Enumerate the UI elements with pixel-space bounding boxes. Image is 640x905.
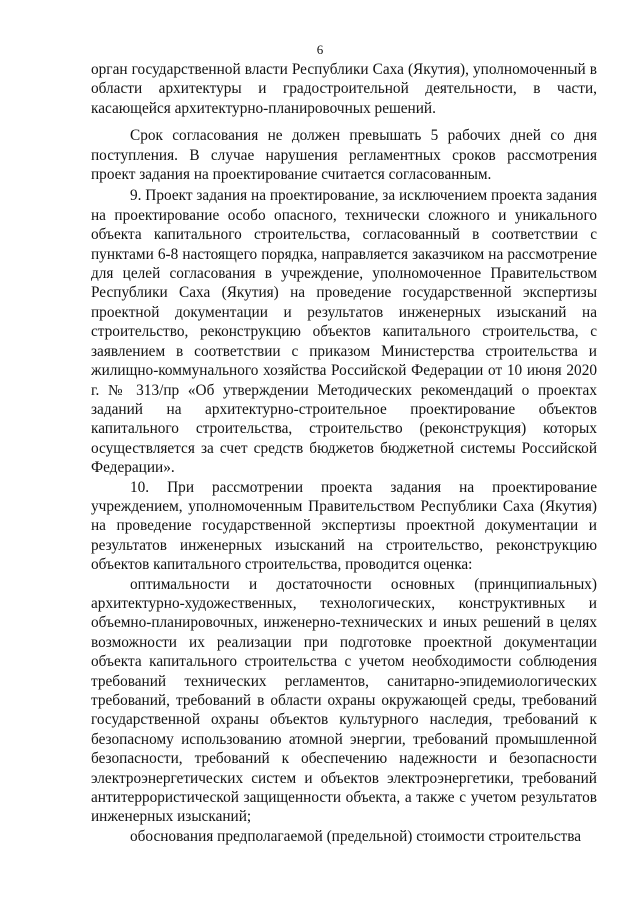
- paragraph-item-10: 10. При рассмотрении проекта задания на проектирование учреждением, уполномоченным Правительством Республики Саха (Якутия) на проведение государственной экспертизы проектной документации и результатов инженерных изысканий на строительство, реконструкцию объектов капитального строительства, проводится оценка:: [91, 478, 597, 574]
- paragraph-approval-term: Срок согласования не должен превышать 5 рабочих дней со дня поступления. В случае нарушения регламентных сроков рассмотрения проект задания на проектирование считается согласованным.: [91, 127, 597, 184]
- paragraph-authority-continuation: орган государственной власти Республики Саха (Якутия), уполномоченный в области архитектуры и градостроительной деятельности, в части, касающейся архитектурно-планировочных решений.: [91, 61, 597, 117]
- paragraph-evaluation-cost: обоснования предполагаемой (предельной) стоимости строительства: [130, 827, 582, 845]
- paragraph-evaluation-optimality: оптимальности и достаточности основных (принципиальных) архитектурно-художественных, технологических, конструктивных и объемно-планировочных, инженерно-технических и иных решений в целях возможности их реализации при подготовке проектной документации объекта капитального строительства с учетом необходимости соблюдения требований технических регламентов, санитарно-эпидемиологических требований, требований в области охраны окружающей среды, требований государственной охраны объектов культурного наследия, требований к безопасному использованию атомной энергии, требований промышленной безопасности, требований к обеспечению надежности и безопасности электроэнергетических систем и объектов электроэнергетики, требований антитеррористической защищенности объекта, а также с учетом результатов инженерных изысканий;: [91, 575, 597, 826]
- page-number: 6: [316, 42, 324, 57]
- paragraph-item-9: 9. Проект задания на проектирование, за исключением проекта задания на проектирование особо опасного, технически сложного и уникального объекта капитального строительства, согласованный в соответствии с пунктами 6-8 настоящего порядка, направляется заказчиком на рассмотрение для целей согласования в учреждение, уполномоченное Правительством Республики Саха (Якутия) на проведение государственной экспертизы проектной документации и результатов инженерных изысканий на строительство, реконструкцию объектов капитального строительства, с заявлением в соответствии с приказом Министерства строительства и жилищно-коммунального хозяйства Российской Федерации от 10 июня 2020 г. № 313/пр «Об утверждении Методических рекомендаций о проектах заданий на архитектурно-строительное проектирование объектов капитального строительства, строительство (реконструкция) которых осуществляется за счет средств бюджетов бюджетной системы Российской Федерации».: [91, 187, 597, 477]
- document-body: [91, 60, 597, 846]
